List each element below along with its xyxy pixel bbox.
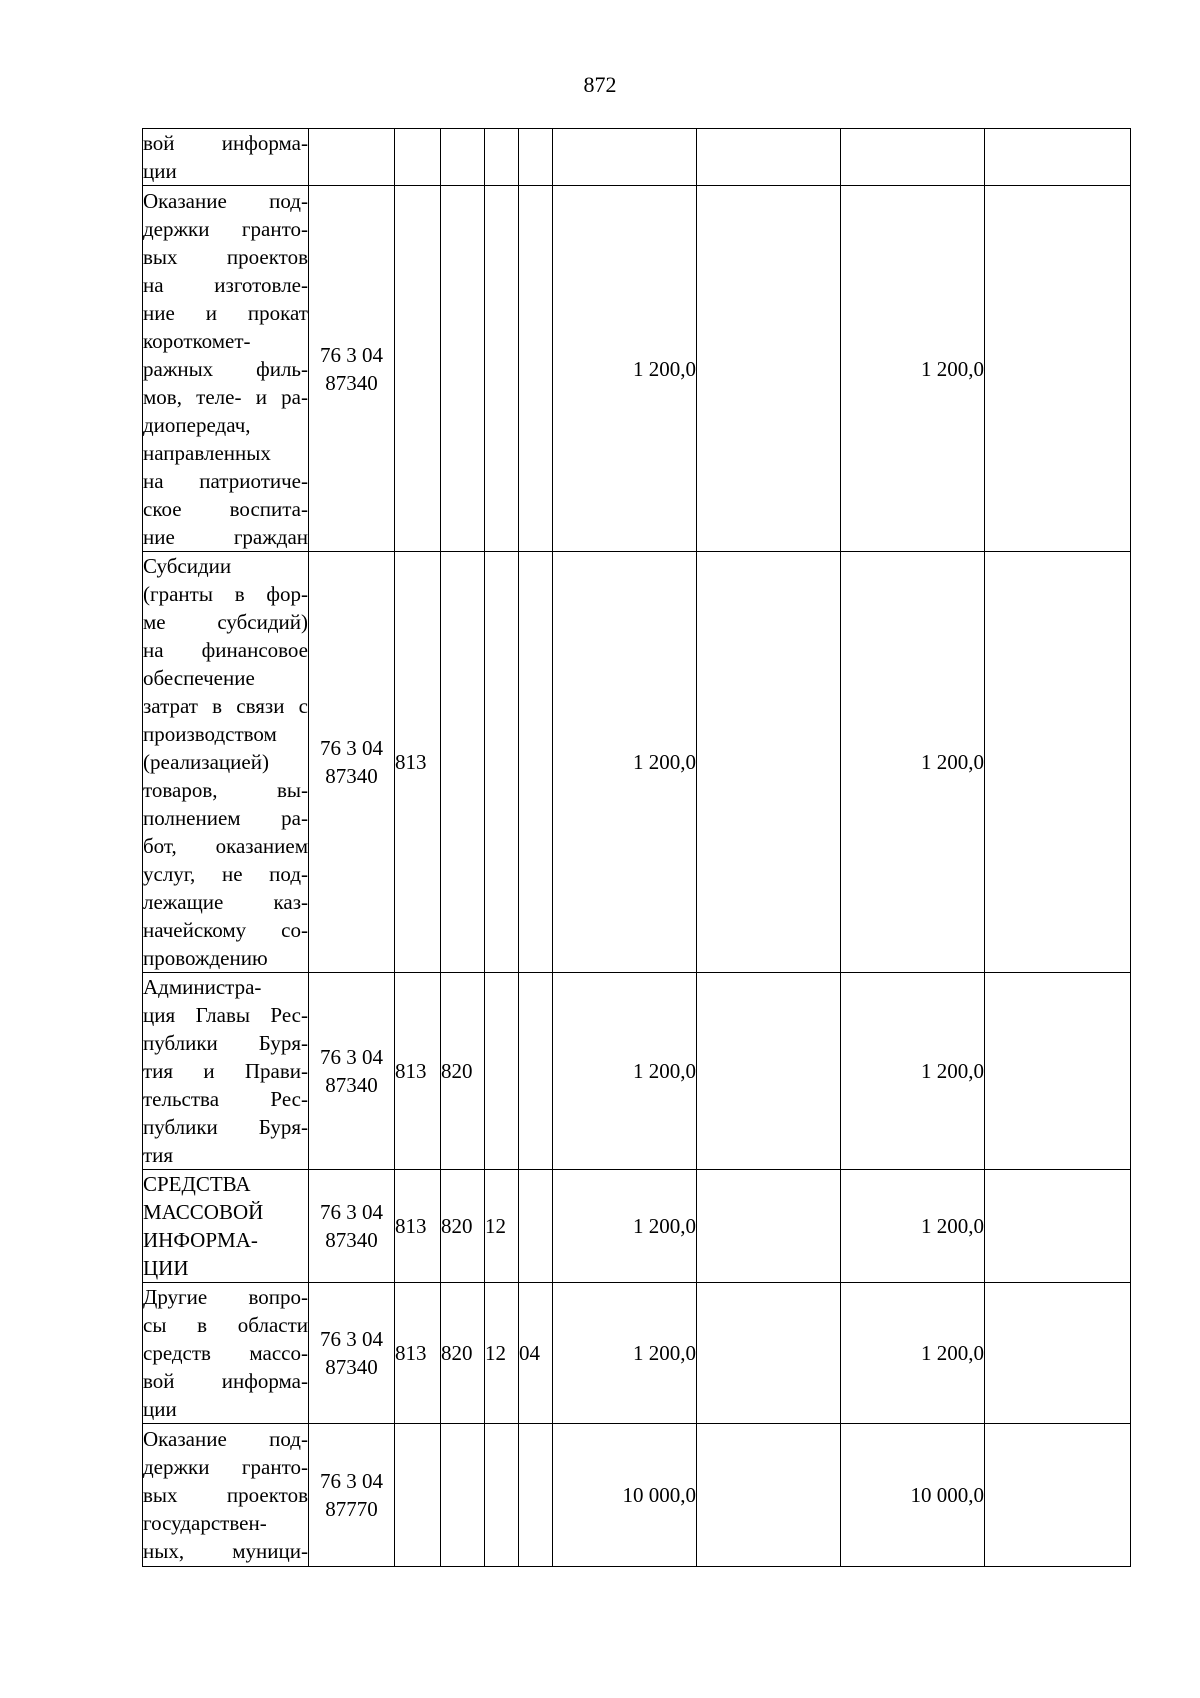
- row-name-line: лежащие каз-: [143, 890, 308, 914]
- row-name: [143, 973, 309, 1170]
- row-name-line: публики Буря-: [143, 1115, 308, 1139]
- row-name-line: ции: [143, 1397, 177, 1421]
- amount-cell-1: 1 200,0: [553, 552, 697, 973]
- amount-cell-3: 1 200,0: [841, 552, 985, 973]
- row-name-line: Другие вопро-: [143, 1285, 308, 1309]
- row-name-line: бот, оказанием: [143, 834, 308, 858]
- row-name-line: услуг, не под-: [143, 862, 308, 886]
- department-code: [441, 552, 485, 973]
- subsection-code: 04: [519, 1283, 553, 1424]
- row-name-line: направленных: [143, 440, 271, 465]
- target-article-code: [309, 186, 395, 552]
- row-name-line: ние граждан: [143, 524, 308, 549]
- amount-cell-2: [697, 1170, 841, 1283]
- row-name-line: СРЕДСТВА: [143, 1172, 251, 1196]
- amount-cell-1: 1 200,0: [553, 186, 697, 552]
- row-name: [143, 1283, 309, 1424]
- amount-cell-4: [985, 129, 1131, 186]
- section-code: [485, 973, 519, 1170]
- amount-cell-3: 1 200,0: [841, 973, 985, 1170]
- row-name-line: на патриотиче-: [143, 468, 308, 493]
- department-code: [441, 129, 485, 186]
- target-article-code-line: 87340: [325, 1228, 378, 1252]
- target-article-code: [309, 552, 395, 973]
- amount-cell-4: [985, 1424, 1131, 1567]
- row-name-line: затрат в связи с: [143, 694, 308, 718]
- target-article-code: [309, 973, 395, 1170]
- row-name-line: вых проектов: [143, 244, 308, 269]
- target-article-code-line: 87340: [325, 1355, 378, 1379]
- expense-type-code: [395, 186, 441, 552]
- row-name-line: тия и Прави-: [143, 1059, 308, 1083]
- row-name-line: Оказание под-: [143, 1427, 308, 1451]
- department-code: [441, 1424, 485, 1567]
- expense-type-code: [395, 1424, 441, 1567]
- target-article-code: [309, 129, 395, 186]
- amount-cell-3: 1 200,0: [841, 186, 985, 552]
- department-code: 820: [441, 973, 485, 1170]
- amount-cell-2: [697, 1283, 841, 1424]
- table-row: [143, 1170, 1131, 1283]
- row-name-line: обеспечение: [143, 666, 255, 690]
- subsection-code: [519, 186, 553, 552]
- row-name: [143, 129, 309, 186]
- row-name-line: диопередач,: [143, 412, 251, 437]
- row-name-line: сы в области: [143, 1313, 308, 1337]
- budget-table: [142, 128, 1131, 1567]
- section-code: [485, 552, 519, 973]
- section-code: [485, 129, 519, 186]
- amount-cell-1: 10 000,0: [553, 1424, 697, 1567]
- amount-cell-3: [841, 129, 985, 186]
- table-body: [143, 129, 1131, 1567]
- amount-cell-3: 1 200,0: [841, 1283, 985, 1424]
- amount-cell-2: [697, 186, 841, 552]
- section-code: [485, 186, 519, 552]
- expense-type-code: 813: [395, 1170, 441, 1283]
- row-name-line: на изготовле-: [143, 272, 308, 297]
- table-row: [143, 552, 1131, 973]
- row-name-line: Оказание под-: [143, 188, 308, 213]
- section-code: 12: [485, 1170, 519, 1283]
- expense-type-code: 813: [395, 1283, 441, 1424]
- target-article-code-line: 87340: [325, 764, 378, 788]
- row-name-line: ИНФОРМА-: [143, 1228, 258, 1252]
- amount-cell-1: 1 200,0: [553, 1170, 697, 1283]
- row-name-line: на финансовое: [143, 638, 308, 662]
- row-name-line: провождению: [143, 946, 268, 970]
- row-name: [143, 552, 309, 973]
- row-name-line: ции: [143, 159, 177, 183]
- subsection-code: [519, 1424, 553, 1567]
- row-name: [143, 186, 309, 552]
- table-row: [143, 186, 1131, 552]
- row-name-line: держки гранто-: [143, 216, 308, 241]
- subsection-code: [519, 1170, 553, 1283]
- page-number: 872: [583, 72, 617, 97]
- row-name-line: короткомет-: [143, 328, 251, 353]
- row-name-line: Администра-: [143, 975, 262, 999]
- amount-cell-4: [985, 1283, 1131, 1424]
- amount-cell-1: 1 200,0: [553, 973, 697, 1170]
- target-article-code-line: 87770: [325, 1497, 378, 1521]
- amount-cell-1: 1 200,0: [553, 1283, 697, 1424]
- amount-cell-2: [697, 129, 841, 186]
- row-name-line: вой информа-: [143, 131, 308, 155]
- row-name-line: держки гранто-: [143, 1455, 308, 1479]
- row-name-line: публики Буря-: [143, 1031, 308, 1055]
- department-code: 820: [441, 1283, 485, 1424]
- table-row: [143, 973, 1131, 1170]
- amount-cell-3: 1 200,0: [841, 1170, 985, 1283]
- amount-cell-3: 10 000,0: [841, 1424, 985, 1567]
- row-name-line: мов, теле- и ра-: [143, 384, 308, 409]
- amount-cell-4: [985, 1170, 1131, 1283]
- row-name-line: вых проектов: [143, 1483, 308, 1507]
- row-name: [143, 1424, 309, 1567]
- target-article-code-line: 76 3 04: [320, 1469, 383, 1493]
- row-name-line: (гранты в фор-: [143, 582, 308, 606]
- department-code: 820: [441, 1170, 485, 1283]
- row-name-line: ражных филь-: [143, 356, 308, 381]
- row-name-line: государствен-: [143, 1511, 267, 1535]
- row-name-line: товаров, вы-: [143, 778, 308, 802]
- row-name-line: ных, муници-: [143, 1539, 308, 1563]
- section-code: 12: [485, 1283, 519, 1424]
- row-name-line: средств массо-: [143, 1341, 308, 1365]
- row-name-line: ние и прокат: [143, 300, 308, 325]
- row-name-line: производством: [143, 722, 277, 746]
- target-article-code: [309, 1170, 395, 1283]
- row-name-line: вой информа-: [143, 1369, 308, 1393]
- table-row: [143, 1283, 1131, 1424]
- row-name-line: МАССОВОЙ: [143, 1200, 264, 1224]
- target-article-code-line: 87340: [325, 370, 378, 395]
- expense-type-code: [395, 129, 441, 186]
- amount-cell-4: [985, 973, 1131, 1170]
- target-article-code-line: 76 3 04: [320, 1327, 383, 1351]
- expense-type-code: 813: [395, 552, 441, 973]
- department-code: [441, 186, 485, 552]
- target-article-code-line: 76 3 04: [320, 342, 383, 367]
- amount-cell-1: [553, 129, 697, 186]
- target-article-code-line: 76 3 04: [320, 736, 383, 760]
- amount-cell-4: [985, 186, 1131, 552]
- target-article-code-line: 76 3 04: [320, 1045, 383, 1069]
- row-name-line: ЦИИ: [143, 1256, 189, 1280]
- subsection-code: [519, 129, 553, 186]
- table-row: [143, 1424, 1131, 1567]
- subsection-code: [519, 973, 553, 1170]
- target-article-code-line: 87340: [325, 1073, 378, 1097]
- amount-cell-2: [697, 973, 841, 1170]
- section-code: [485, 1424, 519, 1567]
- expense-type-code: 813: [395, 973, 441, 1170]
- row-name-line: начейскому со-: [143, 918, 308, 942]
- amount-cell-2: [697, 1424, 841, 1567]
- target-article-code: [309, 1424, 395, 1567]
- row-name-line: ция Главы Рес-: [143, 1003, 308, 1027]
- row-name-line: тия: [143, 1143, 174, 1167]
- target-article-code: [309, 1283, 395, 1424]
- row-name-line: тельства Рес-: [143, 1087, 308, 1111]
- amount-cell-4: [985, 552, 1131, 973]
- target-article-code-line: 76 3 04: [320, 1200, 383, 1224]
- row-name-line: Субсидии: [143, 554, 232, 578]
- row-name-line: ское воспита-: [143, 496, 308, 521]
- row-name-line: полнением ра-: [143, 806, 308, 830]
- table-row: [143, 129, 1131, 186]
- row-name: [143, 1170, 309, 1283]
- subsection-code: [519, 552, 553, 973]
- amount-cell-2: [697, 552, 841, 973]
- row-name-line: ме субсидий): [143, 610, 308, 634]
- row-name-line: (реализацией): [143, 750, 269, 774]
